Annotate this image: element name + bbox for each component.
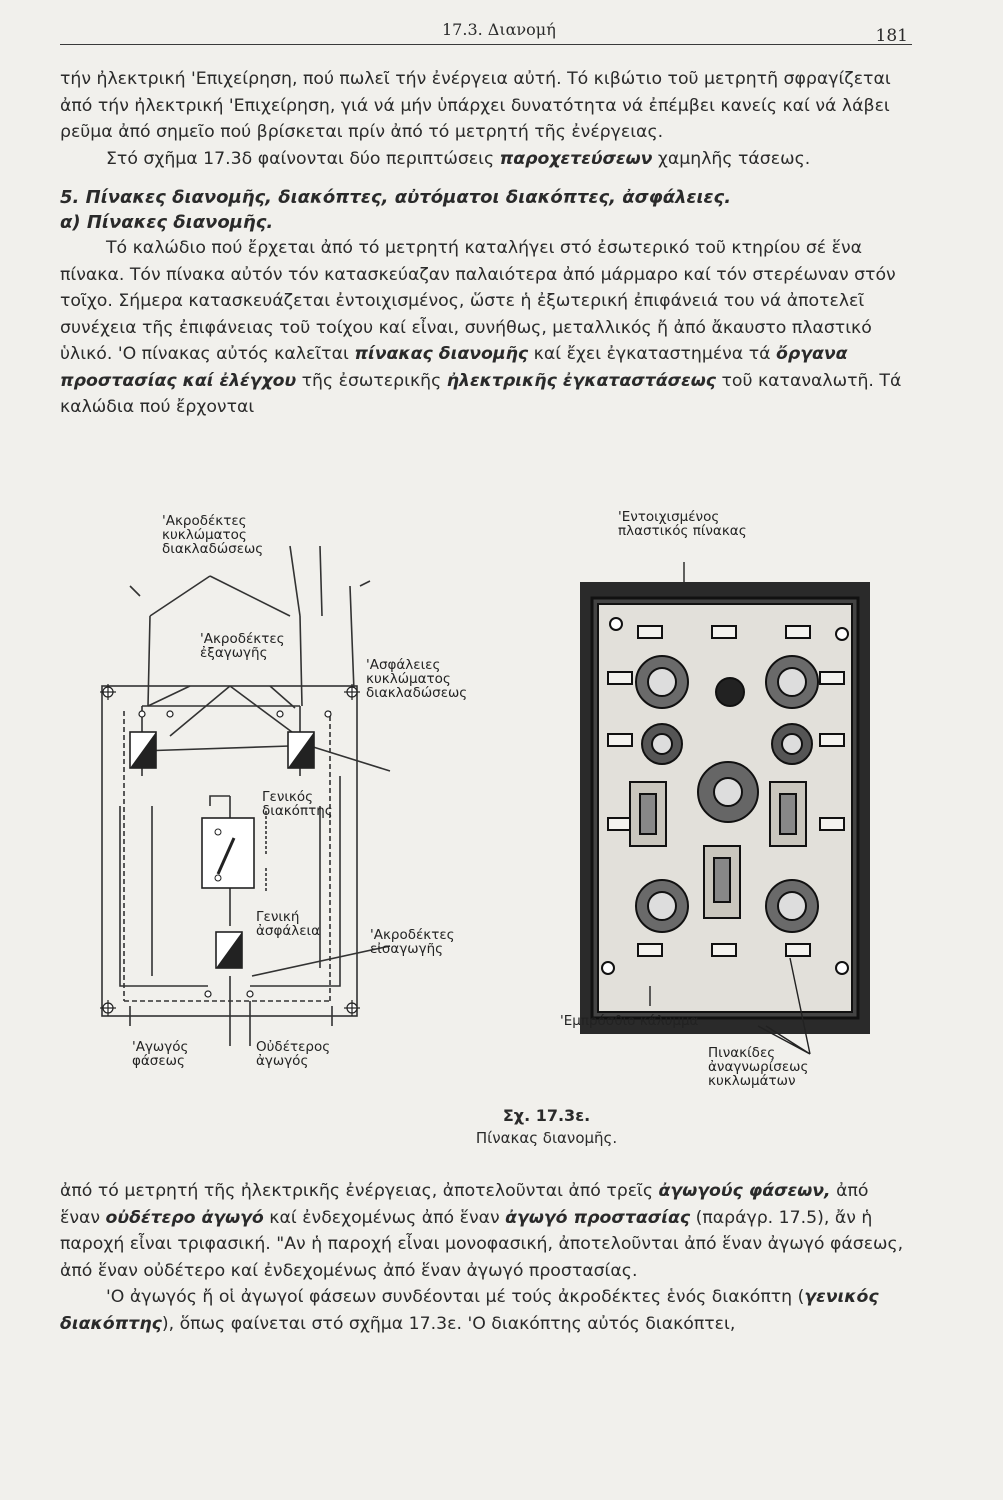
paragraph-main-switch bbox=[60, 1284, 908, 1337]
term-phase-conductors: ἀγωγούς φάσεων, bbox=[658, 1181, 831, 1201]
paragraph-text: Τό καλώδιο πού ἔρχεται ἀπό τό μετρητή καταλήγει στό ἐσωτερικό τοῦ κτηρίου σέ ἕνα πίνακα. Τόν πίνακα αὐτόν τόν κατασκεύαζαν παλαιότερα ἀπό μάρμαρο καί τόν στερέωναν στόν τοῖχο. Σήμερα κατασκευάζεται ἐντοιχισμένος, ὥστε ἡ ἐξωτερική ἐπιφάνειά του νά ἀποτελεῖ συνέχεια τῆς ἐπιφάνειας τοῦ τοίχου καί εἶναι, συνήθως, μεταλλικός ἤ ἀπό ἄκαυστο πλαστικό ὑλικό. 'Ο πίνακας αὐτός καλεῖται bbox=[60, 238, 896, 364]
label-circuit-terminals: 'Ακροδέκτες κυκλώματος διακλαδώσεως bbox=[162, 513, 264, 557]
section-title: 17.3. Διανομή bbox=[442, 20, 556, 39]
section-heading: 5. Πίνακες διανομῆς, διακόπτες, αὐτόματοι διακόπτες, ἀσφάλειες. bbox=[60, 187, 732, 208]
label-circuit-id-plates: Πινακίδες ἀναγνωρίσεως κυκλωμάτων bbox=[708, 1045, 809, 1089]
bottom-text-block bbox=[60, 1178, 908, 1337]
panel-photo bbox=[580, 562, 870, 1054]
paragraph-text: καί ἐνδεχομένως ἀπό ἕναν bbox=[263, 1207, 506, 1228]
label-recessed-panel: 'Εντοιχισμένος πλαστικός πίνακας bbox=[618, 509, 747, 539]
paragraph-text: ἀπό τό μετρητή τῆς ἠλεκτρικῆς ἐνέργειας, ἀποτελοῦνται ἀπό τρεῖς bbox=[60, 1181, 659, 1201]
label-front-cover: 'Εμπρόσθιο κάλυμμα bbox=[560, 1013, 699, 1029]
paragraph-text: χαμηλῆς τάσεως. bbox=[652, 148, 811, 169]
label-input-terminals: 'Ακροδέκτες εἰσαγωγῆς bbox=[370, 927, 455, 957]
figure-caption bbox=[0, 1106, 1003, 1147]
paragraph-text: τοῦ καταναλωτῆ. Τά καλώδια πού ἔρχονται bbox=[60, 370, 902, 417]
paragraph-distribution-board bbox=[60, 235, 908, 421]
top-text-block bbox=[60, 66, 908, 421]
term-distribution-board: πίνακας διανομῆς bbox=[354, 344, 529, 364]
subsection-heading: α) Πίνακες διανομῆς. bbox=[60, 212, 274, 233]
label-main-switch: Γενικός διακόπτης bbox=[262, 789, 333, 819]
caption-number: Σχ. 17.3ε. bbox=[502, 1106, 591, 1125]
wiring-diagram bbox=[102, 546, 390, 1046]
paragraph-text: (παράγρ. 17.5), ἄν ἡ παροχή εἶναι τριφασική. "Αν ἡ παροχή εἶναι μονοφασική, ἀποτελοῦνται ἀπό ἕναν ἀγωγό φάσεως, ἀπό ἕναν οὐδέτερο καί ἐνδεχομένως ἀπό ἕναν ἀγωγό προστασίας. bbox=[60, 1207, 904, 1281]
term-protective-conductor: ἀγωγό προστασίας bbox=[505, 1207, 691, 1228]
label-circuit-fuses: 'Ασφάλειες κυκλώματος διακλαδώσεως bbox=[366, 657, 468, 701]
paragraph-supply-conductors bbox=[60, 1178, 908, 1284]
label-neutral-conductor: Οὐδέτερος ἀγωγός bbox=[256, 1039, 331, 1069]
paragraph-text: ), ὅπως φαίνεται στό σχῆμα 17.3ε. 'Ο διακόπτης αὐτός διακόπτει, bbox=[161, 1313, 736, 1334]
label-output-terminals: 'Ακροδέκτες ἐξαγωγῆς bbox=[200, 631, 285, 661]
term-supply-lines: παροχετεύσεων bbox=[499, 148, 653, 169]
paragraph-text: Στό σχῆμα 17.3δ φαίνονται δύο περιπτώσεις bbox=[106, 148, 500, 169]
term-neutral-conductor: οὐδέτερο ἀγωγό bbox=[105, 1207, 264, 1228]
label-phase-conductor: 'Αγωγός φάσεως bbox=[132, 1039, 189, 1069]
paragraph-text: ἀπό ἕναν bbox=[60, 1181, 869, 1228]
paragraph-fig-reference bbox=[60, 146, 908, 173]
term-protection-devices: ὄργανα προστασίας καί ἐλέγχου bbox=[60, 344, 848, 391]
label-main-fuse: Γενική ἀσφάλεια bbox=[256, 909, 321, 939]
figure-drawing bbox=[90, 506, 910, 1106]
term-electrical-installation: ἠλεκτρικῆς ἐγκαταστάσεως bbox=[446, 370, 716, 391]
term-main-switch: γενικός διακόπτης bbox=[60, 1287, 879, 1334]
paragraph-text: καί ἔχει ἐγκαταστημένα τά bbox=[528, 344, 776, 364]
paragraph-text: τῆς ἐσωτερικῆς bbox=[296, 370, 447, 391]
diagram-components bbox=[100, 684, 360, 1016]
figure-distribution-board bbox=[90, 506, 910, 1106]
caption-title: Πίνακας διανομῆς. bbox=[475, 1129, 618, 1147]
page-header bbox=[60, 12, 912, 45]
paragraph-text: 'Ο ἀγωγός ἤ οἱ ἀγωγοί φάσεων συνδέονται μέ τούς ἀκροδέκτες ἑνός διακόπτη ( bbox=[106, 1287, 805, 1307]
paragraph-meter-box: τήν ἠλεκτρική 'Επιχείρηση, πού πωλεῖ τήν ἐνέργεια αὐτή. Τό κιβώτιο τοῦ μετρητῆ σφραγίζεται ἀπό τήν ἠλεκτρική 'Επιχείρηση, γιά νά μήν ὑπάρχει δυνατότητα νά ἐπέμβει κανείς καί νά λάβει ρεῦμα ἀπό σημεῖο πού βρίσκεται πρίν ἀπό τό μετρητή τῆς ἐνέργειας. bbox=[60, 69, 891, 142]
page-number: 181 bbox=[875, 26, 908, 46]
